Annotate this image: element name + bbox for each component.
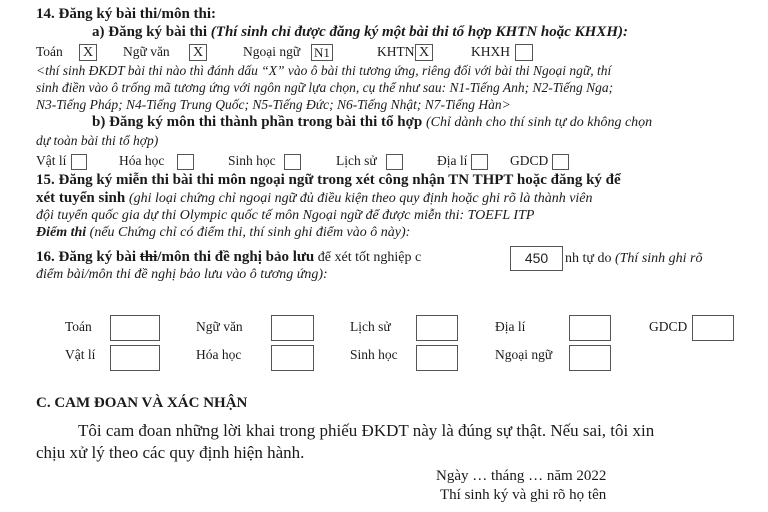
reserve-label-toan: Toán bbox=[65, 319, 92, 334]
reserve-input-sinh-hoc[interactable] bbox=[416, 345, 458, 371]
score-input[interactable]: 450 bbox=[510, 246, 563, 271]
section-15-heading-end: xét tuyển sinh bbox=[36, 190, 126, 206]
reserve-label-vat-li: Vật lí bbox=[65, 347, 96, 362]
checkbox-toan[interactable]: X bbox=[79, 44, 97, 61]
reserve-label-ngoai-ngu: Ngoại ngữ bbox=[495, 347, 553, 362]
reserve-input-ngoai-ngu[interactable] bbox=[569, 345, 611, 371]
section-14b-note-2: dự toàn bài thi tổ hợp) bbox=[36, 133, 159, 148]
score-note: (nếu Chứng chỉ có điểm thi, thí sinh ghi điểm vào ô này): bbox=[89, 225, 411, 240]
reserve-label-lich-su: Lịch sử bbox=[350, 319, 391, 334]
reserve-input-hoa-hoc[interactable] bbox=[271, 345, 314, 371]
section-16-title-c: để xét tốt nghiệp c bbox=[314, 250, 422, 265]
reserve-input-gdcd[interactable] bbox=[692, 315, 734, 341]
section-15-line-3: đội tuyển quốc gia dự thi Olympic quốc tế môn Ngoại ngữ để được miễn thi: TOEFL ITP bbox=[36, 208, 535, 223]
reserve-label-sinh-hoc: Sinh học bbox=[350, 347, 398, 362]
reserve-label-dia-li: Địa lí bbox=[495, 319, 526, 334]
label-gdcd: GDCD bbox=[510, 153, 549, 168]
label-vat-li: Vật lí bbox=[36, 153, 67, 168]
section-16-title bbox=[36, 249, 421, 266]
score-label: Điểm thi bbox=[36, 225, 87, 240]
instruction-line-1: <thí sinh ĐKDT bài thi nào thì đánh dấu “X” vào ô bài thi tương ứng, riêng đối với bài thi Ngoại ngữ, thí bbox=[36, 63, 612, 78]
commitment-line-2: chịu xử lý theo các quy định hiện hành. bbox=[36, 443, 305, 462]
label-hoa-hoc: Hóa học bbox=[119, 153, 165, 168]
reserve-input-dia-li[interactable] bbox=[569, 315, 611, 341]
section-14-title: 14. Đăng ký bài thi/môn thi: bbox=[36, 6, 217, 22]
reserve-label-ngu-van: Ngữ văn bbox=[196, 319, 243, 334]
section-14b-note: (Chỉ dành cho thí sinh tự do không chọn bbox=[425, 115, 653, 130]
reserve-input-ngu-van[interactable] bbox=[271, 315, 314, 341]
section-16-line-2: điểm bài/môn thi đề nghị bảo lưu vào ô tương ứng): bbox=[36, 267, 328, 282]
section-16-title-tail bbox=[565, 251, 703, 267]
section-14a-note: (Thí sinh chỉ được đăng ký một bài thi tổ hợp KHTN hoặc KHXH): bbox=[210, 24, 628, 40]
checkbox-lich-su[interactable] bbox=[386, 154, 403, 170]
section-14a-heading: a) Đăng ký bài thi bbox=[92, 24, 208, 40]
section-14b-heading: b) Đăng ký môn thi thành phần trong bài thi tổ hợp bbox=[92, 114, 423, 130]
checkbox-vat-li[interactable] bbox=[71, 154, 87, 170]
label-ngoai-ngu: Ngoại ngữ bbox=[243, 44, 301, 59]
section-c-title: C. CAM ĐOAN VÀ XÁC NHẬN bbox=[36, 395, 248, 411]
instruction-line-2: sinh điền vào ô trống mã tương ứng với ngôn ngữ lựa chọn, cụ thể như sau: N1-Tiếng Anh; N2-Tiếng Nga; bbox=[36, 80, 614, 95]
reserve-input-vat-li[interactable] bbox=[110, 345, 160, 371]
section-16-title-b: /môn thi đề nghị bảo lưu bbox=[157, 249, 315, 265]
section-15-line-2 bbox=[36, 190, 593, 207]
label-lich-su: Lịch sử bbox=[336, 153, 377, 168]
label-ngu-van: Ngữ văn bbox=[123, 44, 170, 59]
reserve-input-toan[interactable] bbox=[110, 315, 160, 341]
checkbox-gdcd[interactable] bbox=[552, 154, 569, 170]
checkbox-dia-li[interactable] bbox=[471, 154, 488, 170]
section-14b-header bbox=[92, 114, 652, 131]
section-16-title-strike: thi bbox=[139, 249, 158, 265]
checkbox-khxh[interactable] bbox=[515, 44, 533, 61]
checkbox-sinh-hoc[interactable] bbox=[284, 154, 301, 170]
label-sinh-hoc: Sinh học bbox=[228, 153, 276, 168]
commitment-line-1: Tôi cam đoan những lời khai trong phiếu ĐKDT này là đúng sự thật. Nếu sai, tôi xin bbox=[78, 421, 655, 440]
signature-date: Ngày … tháng … năm 2022 bbox=[436, 468, 607, 484]
reserve-label-gdcd: GDCD bbox=[649, 319, 688, 334]
checkbox-khtn[interactable]: X bbox=[415, 44, 433, 61]
reserve-input-lich-su[interactable] bbox=[416, 315, 458, 341]
label-dia-li: Địa lí bbox=[437, 153, 468, 168]
checkbox-hoa-hoc[interactable] bbox=[177, 154, 194, 170]
label-toan: Toán bbox=[36, 44, 63, 59]
section-16-title-a: 16. Đăng ký bài bbox=[36, 249, 140, 265]
section-16-title-d: nh tự do bbox=[565, 251, 615, 266]
reserve-label-hoa-hoc: Hóa học bbox=[196, 347, 242, 362]
label-khtn: KHTN bbox=[377, 44, 415, 59]
section-15-title: 15. Đăng ký miễn thi bài thi môn ngoại ngữ trong xét công nhận TN THPT hoặc đăng ký để bbox=[36, 172, 621, 188]
section-16-note: (Thí sinh ghi rõ bbox=[614, 251, 703, 266]
checkbox-ngu-van[interactable]: X bbox=[189, 44, 207, 61]
section-15-score-line bbox=[36, 225, 410, 241]
section-15-note: (ghi loại chứng chỉ ngoại ngữ đủ điều kiện theo quy định hoặc ghi rõ là thành viên bbox=[128, 191, 593, 206]
signature-label: Thí sinh ký và ghi rõ họ tên bbox=[440, 487, 607, 503]
input-ngoai-ngu-code[interactable]: N1 bbox=[311, 44, 333, 61]
section-14a-header bbox=[92, 24, 628, 41]
instruction-line-3: N3-Tiếng Pháp; N4-Tiếng Trung Quốc; N5-Tiếng Đức; N6-Tiếng Nhật; N7-Tiếng Hàn> bbox=[36, 97, 511, 112]
label-khxh: KHXH bbox=[471, 44, 510, 59]
